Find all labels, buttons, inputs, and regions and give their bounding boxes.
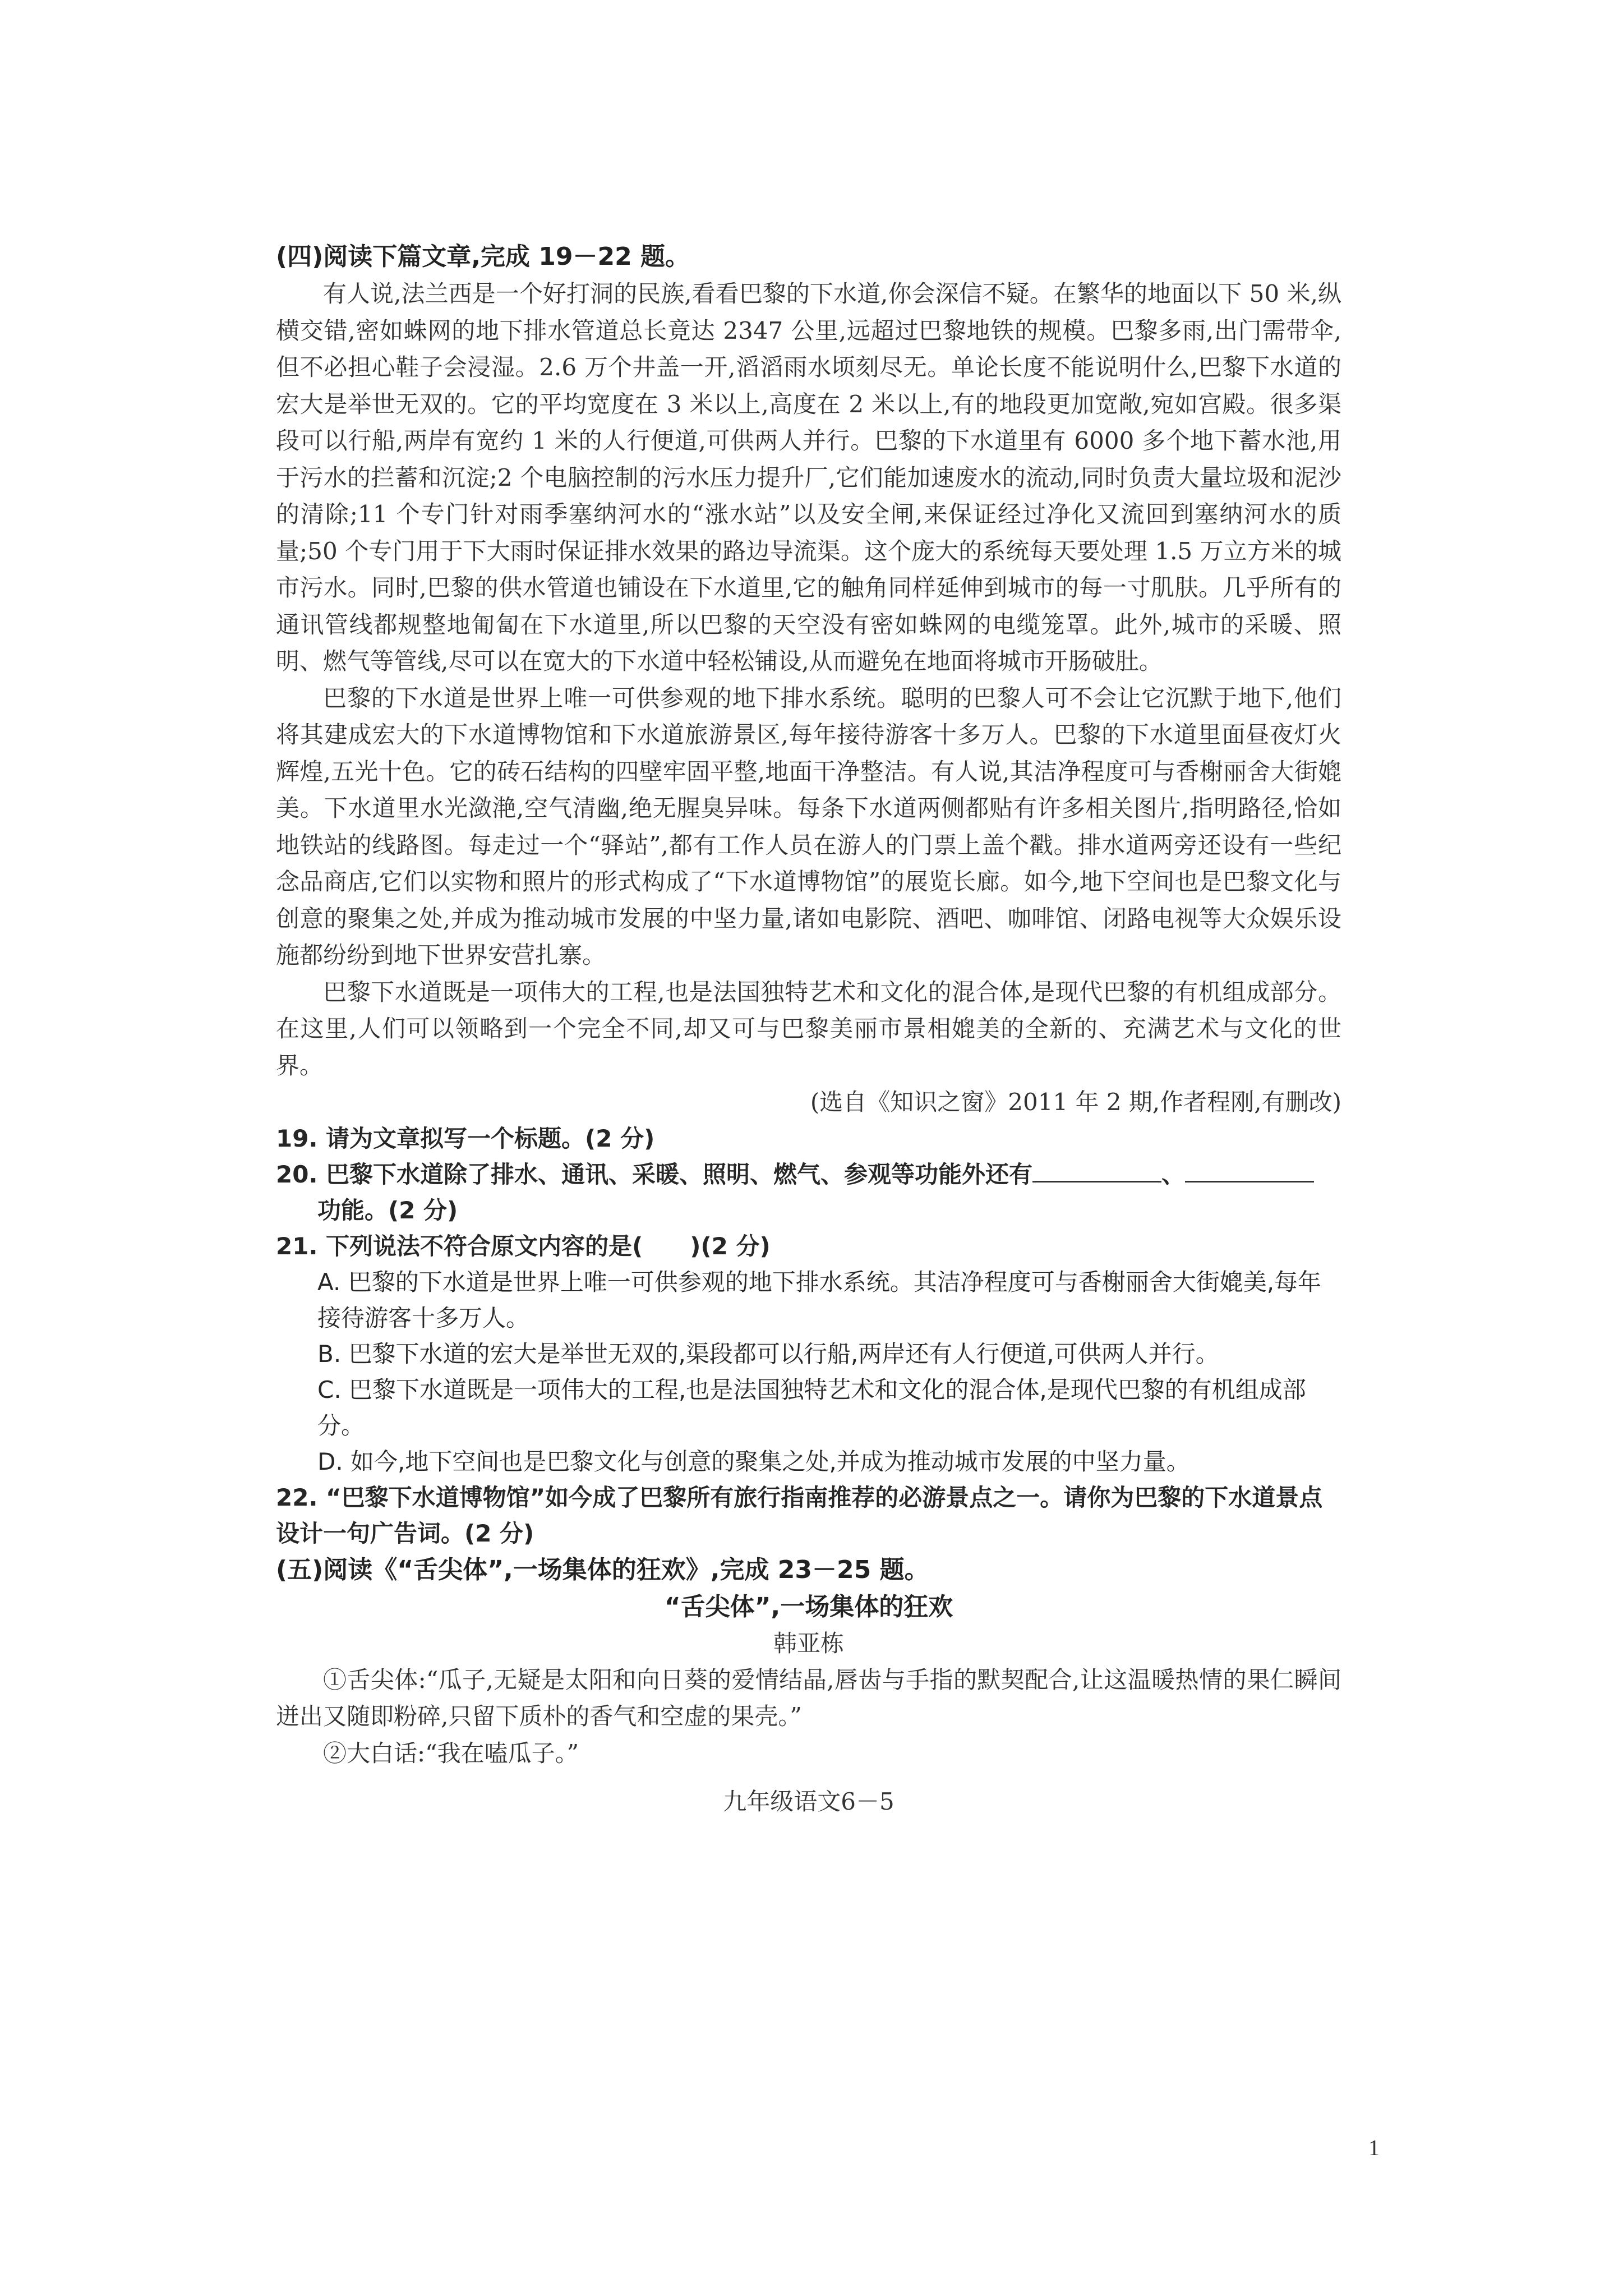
answer-blank-1[interactable] [1032, 1158, 1161, 1182]
answer-blank-2[interactable] [1185, 1158, 1314, 1182]
option-d: D. 如今,地下空间也是巴黎文化与创意的聚集之处,并成为推动城市发展的中坚力量。 [317, 1447, 1190, 1475]
option-a: A. 巴黎的下水道是世界上唯一可供参观的地下排水系统。其洁净程度可与香榭丽舍大街媲美,每年接待游客十多万人。 [317, 1268, 1322, 1332]
option-c: C. 巴黎下水道既是一项伟大的工程,也是法国独特艺术和文化的混合体,是现代巴黎的有机组成部分。 [317, 1375, 1306, 1439]
article-source: (选自《知识之窗》2011 年 2 期,作者程刚,有删改) [810, 1088, 1341, 1116]
question-21: 21. 下列说法不符合原文内容的是( )(2 分) [276, 1232, 771, 1260]
option-b: B. 巴黎下水道的宏大是举世无双的,渠段都可以行船,两岸还有人行便道,可供两人并行。 [317, 1340, 1219, 1368]
question-22: 22. “巴黎下水道博物馆”如今成了巴黎所有旅行指南推荐的必游景点之一。请你为巴黎的下水道景点设计一句广告词。(2 分) [276, 1483, 1323, 1547]
page-footer: 九年级语文6－5 [723, 1788, 895, 1815]
section-five-heading: (五)阅读《“舌尖体”,一场集体的狂欢》,完成 23－25 题。 [276, 1555, 929, 1584]
article-paragraph-3: 巴黎下水道既是一项伟大的工程,也是法国独特艺术和文化的混合体,是现代巴黎的有机组成部分。在这里,人们可以领略到一个完全不同,却又可与巴黎美丽市景相媲美的全新的、充满艺术与文化的世界。 [276, 978, 1341, 1079]
question-20-separator: 、 [1161, 1160, 1186, 1188]
article-paragraph-2: 巴黎的下水道是世界上唯一可供参观的地下排水系统。聪明的巴黎人可不会让它沉默于地下,他们将其建成宏大的下水道博物馆和下水道旅游景区,每年接待游客十多万人。巴黎的下水道里面昼夜灯火辉煌,五光十色。它的砖石结构的四壁牢固平整,地面干净整洁。有人说,其洁净程度可与香榭丽舍大街媲美。下水道里水光潋滟,空气清幽,绝无腥臭异味。每条下水道两侧都贴有许多相关图片,指明路径,恰如地铁站的线路图。每走过一个“驿站”,都有工作人员在游人的门票上盖个戳。排水道两旁还设有一些纪念品商店,它们以实物和照片的形式构成了“下水道博物馆”的展览长廊。如今,地下空间也是巴黎文化与创意的聚集之处,并成为推动城市发展的中坚力量,诸如电影院、酒吧、咖啡馆、闭路电视等大众娱乐设施都纷纷到地下世界安营扎寨。 [276, 684, 1341, 969]
question-20-text: 20. 巴黎下水道除了排水、通讯、采暖、照明、燃气、参观等功能外还有 [276, 1160, 1033, 1188]
question-20 [276, 1157, 1341, 1193]
article-title: “舌尖体”,一场集体的狂欢 [664, 1592, 953, 1621]
question-20-suffix: 功能。(2 分) [317, 1196, 458, 1224]
question-19: 19. 请为文章拟写一个标题。(2 分) [276, 1124, 655, 1152]
page-content [276, 238, 1341, 1843]
page-number: 1 [1368, 2135, 1380, 2160]
article-author: 韩亚栋 [773, 1629, 844, 1657]
article-paragraph-1: 有人说,法兰西是一个好打洞的民族,看看巴黎的下水道,你会深信不疑。在繁华的地面以下 50 米,纵横交错,密如蛛网的地下排水管道总长竟达 2347 公里,远超过巴黎地铁的规模。巴黎多雨,出门需带伞,但不必担心鞋子会浸湿。2.6 万个井盖一开,滔滔雨水顷刻尽无。单论长度不能说明什么,巴黎下水道的宏大是举世无双的。它的平均宽度在 3 米以上,高度在 2 米以上,有的地段更加宽敞,宛如宫殿。很多渠段可以行船,两岸有宽约 1 米的人行便道,可供两人并行。巴黎的下水道里有 6000 多个地下蓄水池,用于污水的拦蓄和沉淀;2 个电脑控制的污水压力提升厂,它们能加速废水的流动,同时负责大量垃圾和泥沙的清除;11 个专门针对雨季塞纳河水的“涨水站”以及安全闸,来保证经过净化又流回到塞纳河水的质量;50 个专门用于下大雨时保证排水效果的路边导流渠。这个庞大的系统每天要处理 1.5 万立方米的城市污水。同时,巴黎的供水管道也铺设在下水道里,它的触角同样延伸到城市的每一寸肌肤。几乎所有的通讯管线都规整地匍匐在下水道里,所以巴黎的天空没有密如蛛网的电缆笼罩。此外,城市的采暖、照明、燃气等管线,尽可以在宽大的下水道中轻松铺设,从而避免在地面将城市开肠破肚。 [276, 280, 1341, 675]
section-four-heading: (四)阅读下篇文章,完成 19－22 题。 [276, 242, 690, 271]
article-source-line [276, 1084, 1341, 1121]
article-five-paragraph-1: ①舌尖体:“瓜子,无疑是太阳和向日葵的爱情结晶,唇齿与手指的默契配合,让这温暖热情的果仁瞬间迸出又随即粉碎,只留下质朴的香气和空虚的果壳。” [276, 1665, 1341, 1730]
article-five-paragraph-2: ②大白话:“我在嗑瓜子。” [323, 1739, 579, 1767]
